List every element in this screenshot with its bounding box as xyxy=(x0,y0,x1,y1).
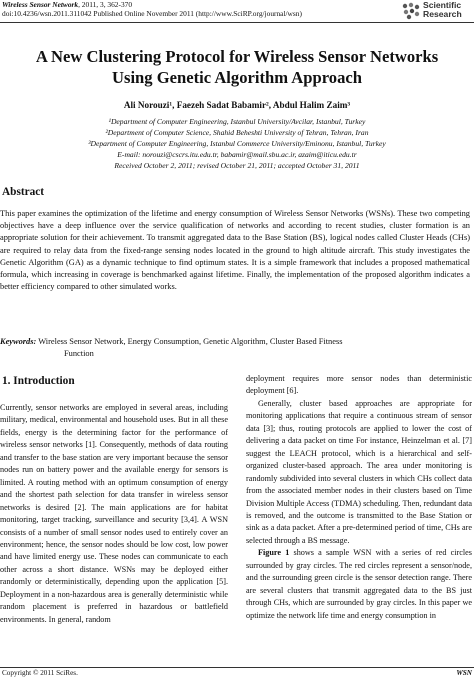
email-line: E-mail: norouzi@cscrs.itu.edu.tr, babamir@mail.sbu.ac.ir, azaim@iticu.edu.tr xyxy=(117,150,357,159)
journal-abbreviation: WSN xyxy=(456,669,472,677)
footer-rule xyxy=(0,667,474,668)
header-rule xyxy=(0,22,474,23)
affiliation-2: ²Department of Computer Science, Shahid Beheshti University of Tehran, Tehran, Iran xyxy=(105,128,369,137)
keywords-line-1: Wireless Sensor Network, Energy Consumption, Genetic Algorithm, Cluster Based Fitness xyxy=(36,337,343,346)
intro-paragraph-3-text: shows a sample WSN with a series of red circles surrounded by gray circles. The red circles represent a sensor/node, and the surrounding green circle is the sensor detection range. There are several clusters that transmit aggregated data to the BS just through CHs, which are surrounded by gray circles. In this paper we optimize the network life time and energy consumption in xyxy=(246,548,472,620)
doi-line: doi:10.4236/wsn.2011.311042 Published Online November 2011 (http://www.SciRP.org/journal/wsn) xyxy=(2,8,302,18)
title-line-1: A New Clustering Protocol for Wireless Sensor Networks xyxy=(35,47,439,66)
left-column xyxy=(0,402,228,626)
author-list: Ali Norouzi¹, Faezeh Sadat Babamir², Abdul Halim Zaim³ xyxy=(123,100,351,110)
intro-paragraph-2: Generally, cluster based approaches are appropriate for monitoring applications that require a continuous stream of sensor data [3]; thus, routing protocols are applied to lower the cost of delivering a data packet on time For instance, Heinzelman et al. [7] suggest the LEACH protocol, which is a hierarchical and self-organized cluster-based approach. The area under monitoring is randomly subdivided into several clusters in which CHs collect data from the associated member nodes in their clusters based on Time Division Multiple Access (TDMA) scheduling. Then, redundant data is removed, and the outcome is transmitted to the Base Station or sink as a data packet. After a pre-determined period of time, CHs are selected through a BS message. xyxy=(246,398,472,545)
figure-reference: Figure 1 xyxy=(258,548,290,558)
journal-name: Wireless Sensor Network xyxy=(2,0,79,9)
running-header xyxy=(2,1,302,19)
received-dates: Received October 2, 2011; revised October 21, 2011; accepted October 31, 2011 xyxy=(114,161,360,170)
publisher-logo xyxy=(401,0,473,20)
affiliations xyxy=(0,116,474,171)
paper-title xyxy=(0,46,474,88)
keywords xyxy=(0,336,470,360)
keywords-label: Keywords: xyxy=(0,337,37,346)
citation: , 2011, 3, 362-370 xyxy=(78,0,133,9)
introduction-heading: 1. Introduction xyxy=(2,375,75,387)
title-line-2: Using Genetic Algorithm Approach xyxy=(112,68,362,87)
abstract-heading: Abstract xyxy=(2,186,45,198)
copyright-notice: Copyright © 2011 SciRes. xyxy=(2,669,78,677)
keywords-line-2: Function xyxy=(64,349,94,358)
logo-line1: Scientific xyxy=(423,0,462,10)
affiliation-1: ¹Department of Computer Engineering, Istanbul University/Avcilar, Istanbul, Turkey xyxy=(108,117,366,126)
logo-icon xyxy=(401,2,421,20)
intro-paragraph-continued: deployment requires more sensor nodes than deterministic deployment [6]. xyxy=(246,374,472,396)
right-column xyxy=(246,373,472,622)
intro-paragraph-3 xyxy=(246,547,472,622)
intro-paragraph-1: Currently, sensor networks are employed in several areas, including military, medical, environmental and household uses. But in all these fields, energy is the determining factor for the performance of wireless sensor networks [1]. Consequently, methods of data routing and transfer to the base station are very important because the sensor nodes run on battery power and the available energy for sensors is limited. A routing method with an optimum consumption of energy and the shortest path selection for data transfer in wireless sensor networks is desired [2]. The main applications are for habitat monitoring, target tracking, surveillance and security [3,4]. A WSN consists of a number of small sensor nodes used to entirely cover an environment; hence, the sensor nodes should be low cost, low power and have limited energy use. These nodes can communicate to each other across a short distance. WSNs may be deployed either randomly or deterministically, depending upon the application [5]. Deployment in a non-hazardous area is generally deterministic while random placement is preferred in hazardous or battlefield environments. In general, random xyxy=(0,403,228,624)
logo-line2: Research xyxy=(423,9,462,19)
abstract-body xyxy=(0,208,470,293)
abstract-text: This paper examines the optimization of the lifetime and energy consumption of Wireless Sensor Networks (WSNs). These two competing objectives have a deep influence over the service qualification of networks and according to recent studies, cluster formation is an appropriate solution for their achievement. To transmit aggregated data to the Base Station (BS), logical nodes called Cluster Heads (CHs) are required to relay data from the fixed-range sensing nodes located in the ground to high altitude aircraft. This study investigates the Genetic Algorithm (GA) as a dynamic technique to find optimum states. It is a simple framework that includes a proposed mathematical formula, which increasing in coverage is benchmarked against lifetime. Finally, the implementation of the proposed algorithm indicates a better efficiency compared to other simulated works. xyxy=(0,209,470,292)
affiliation-3: ³Department of Computer Engineering, Istanbul Commerce University/Eminonu, Istanbul, Turkey xyxy=(88,139,386,148)
